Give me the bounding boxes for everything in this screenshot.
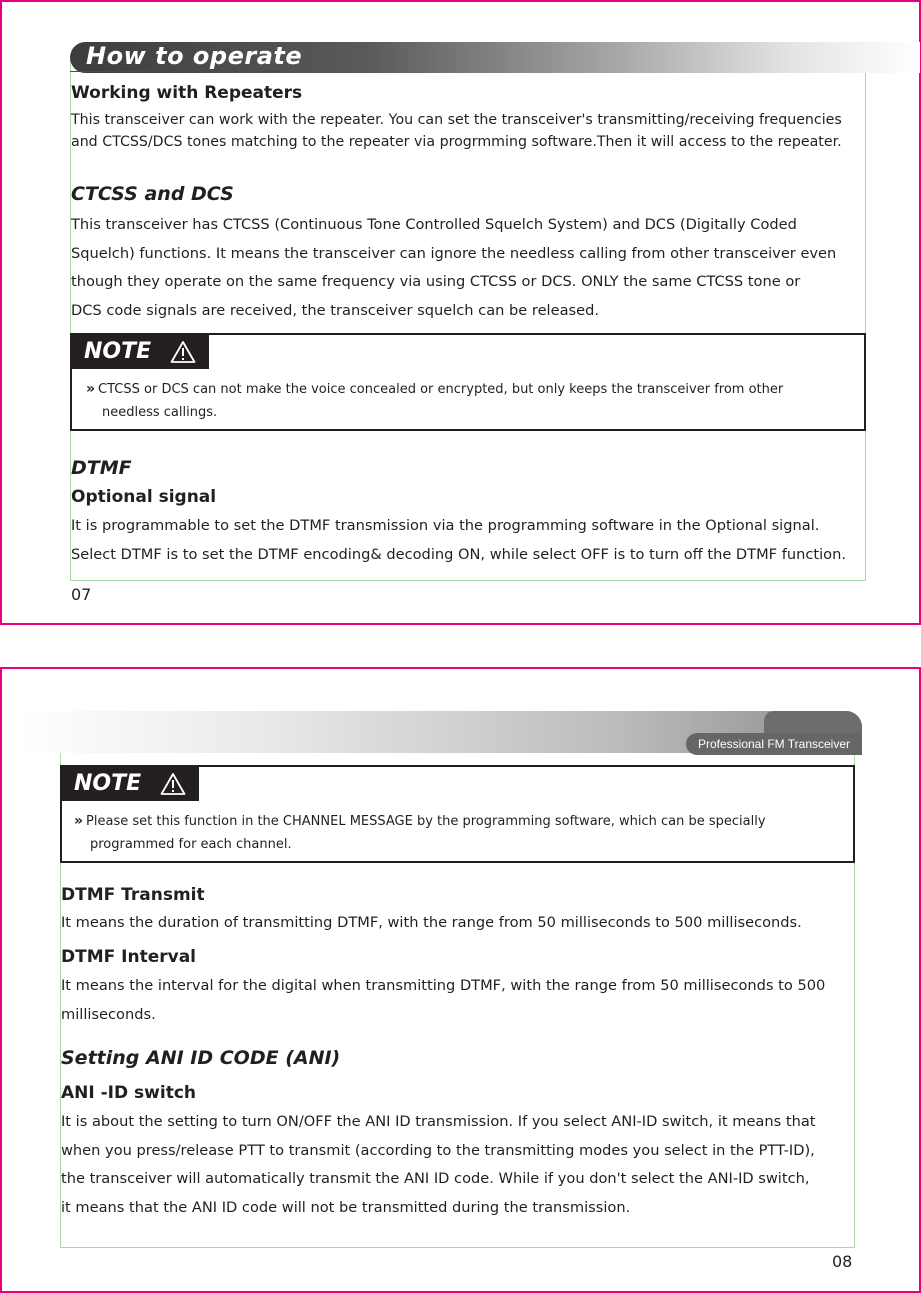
heading-repeaters: Working with Repeaters xyxy=(71,83,303,103)
text-line: It is about the setting to turn ON/OFF the ANI ID transmission. If you select ANI-ID switch, it means that xyxy=(61,1113,816,1130)
note-box xyxy=(60,765,855,863)
heading-ctcss-dcs: CTCSS and DCS xyxy=(71,183,234,205)
heading-dtmf-transmit: DTMF Transmit xyxy=(61,885,205,905)
text-line: It is programmable to set the DTMF transmission via the programming software in the Optional signal. xyxy=(71,517,820,534)
ani-text xyxy=(61,1108,861,1222)
ctcss-text xyxy=(71,211,871,325)
header-label: Professional FM Transceiver xyxy=(686,733,862,755)
text-line: CTCSS or DCS can not make the voice concealed or encrypted, but only keeps the transceiver from other xyxy=(98,382,784,397)
note-tag xyxy=(72,335,209,369)
header-underline xyxy=(70,71,284,72)
heading-optional-signal: Optional signal xyxy=(71,487,217,507)
note-label: NOTE xyxy=(74,771,142,796)
heading-dtmf-interval: DTMF Interval xyxy=(61,947,197,967)
heading-ani: Setting ANI ID CODE (ANI) xyxy=(61,1047,341,1069)
text-line: This transceiver has CTCSS (Continuous Tone Controlled Squelch System) and DCS (Digitally Coded xyxy=(71,216,797,233)
page-number: 08 xyxy=(832,1252,853,1271)
dtmf-text xyxy=(71,512,877,569)
text-line: milliseconds. xyxy=(61,1005,156,1023)
note-text xyxy=(86,378,856,424)
text-line: programmed for each channel. xyxy=(90,837,292,852)
page-number: 07 xyxy=(71,585,92,604)
text-line: It means the interval for the digital when transmitting DTMF, with the range from 50 milliseconds to 500 xyxy=(61,977,826,994)
note-label: NOTE xyxy=(84,339,152,364)
warning-icon xyxy=(170,340,196,364)
text-line: it means that the ANI ID code will not be transmitted during the transmission. xyxy=(61,1198,631,1216)
heading-dtmf: DTMF xyxy=(71,457,132,479)
text-line: Select DTMF is to set the DTMF encoding& decoding ON, while select OFF is to turn off the DTMF function. xyxy=(71,545,846,563)
note-text xyxy=(74,810,844,856)
note-box xyxy=(70,333,866,431)
page-08 xyxy=(0,667,921,1293)
text-line: when you press/release PTT to transmit (according to the transmitting modes you select in the PTT-ID), xyxy=(61,1141,815,1159)
text-line: This transceiver can work with the repeater. You can set the transceiver's transmitting/receiving frequencies xyxy=(71,112,842,128)
header-tab xyxy=(764,711,862,733)
text-line: DCS code signals are received, the transceiver squelch can be released. xyxy=(71,301,600,319)
heading-ani-id-switch: ANI -ID switch xyxy=(61,1083,196,1103)
text-line: Squelch) functions. It means the transceiver can ignore the needless calling from other transceiver even xyxy=(71,244,837,262)
warning-icon xyxy=(160,772,186,796)
text-line: Please set this function in the CHANNEL MESSAGE by the programming software, which can be specially xyxy=(86,814,766,829)
page-07 xyxy=(0,0,921,625)
dtmf-transmit-text: It means the duration of transmitting DTMF, with the range from 50 milliseconds to 500 milliseconds. xyxy=(61,914,802,931)
text-line: needless callings. xyxy=(102,405,218,420)
note-tag xyxy=(62,767,199,801)
repeaters-text xyxy=(71,109,871,153)
bullet-icon: » xyxy=(74,813,84,829)
header-title: How to operate xyxy=(86,42,303,70)
text-line: though they operate on the same frequency via using CTCSS or DCS. ONLY the same CTCSS tone or xyxy=(71,273,801,290)
text-line: and CTCSS/DCS tones matching to the repeater via progrmming software.Then it will access to the repeater. xyxy=(71,134,842,150)
text-line: the transceiver will automatically transmit the ANI ID code. While if you don't select the ANI-ID switch, xyxy=(61,1170,810,1187)
dtmf-interval-text xyxy=(61,972,869,1029)
bullet-icon: » xyxy=(86,381,96,397)
